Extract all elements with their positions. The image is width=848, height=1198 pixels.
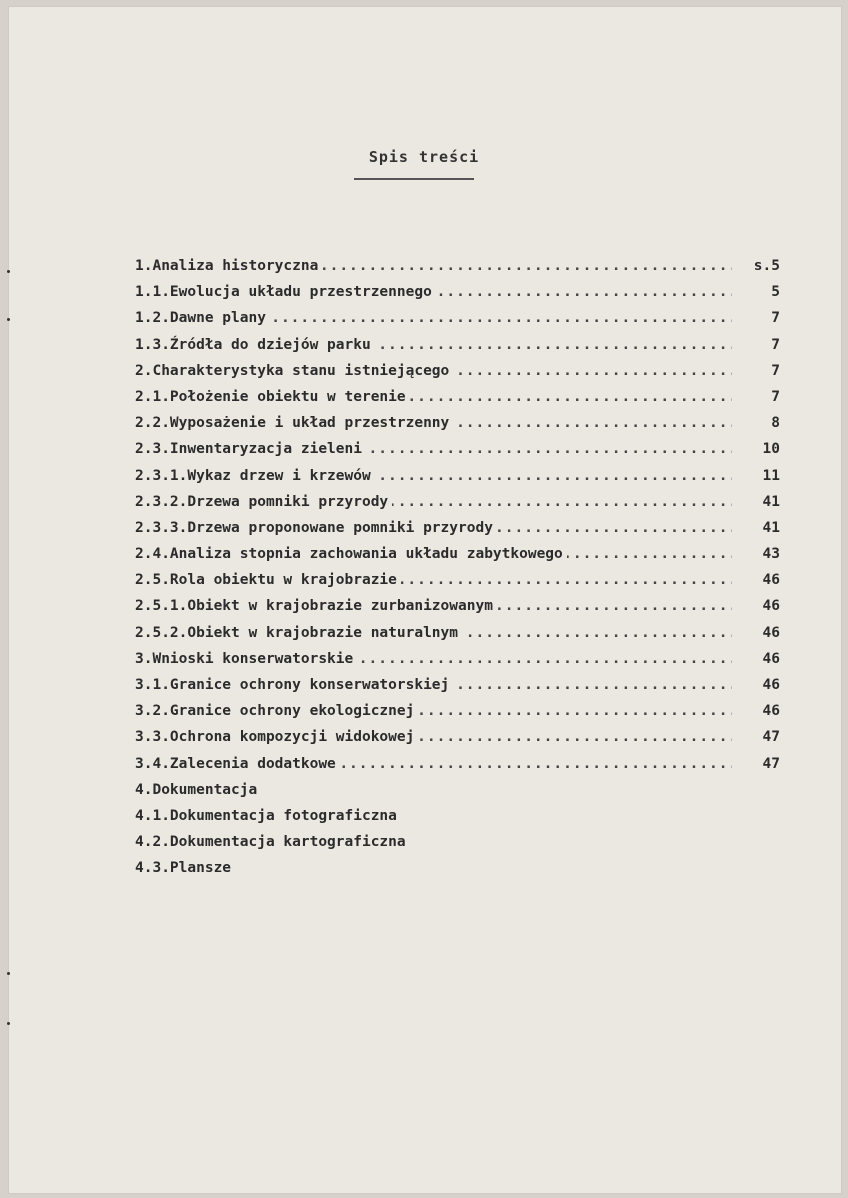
- toc-entry-page: 10: [762, 441, 780, 458]
- toc-entry-label: 3.1.Granice ochrony konserwatorskiej: [135, 672, 453, 698]
- toc-entry-page: 43: [762, 546, 780, 563]
- toc-entry: [135, 489, 780, 515]
- toc-entry-page: 5: [771, 284, 780, 301]
- toc-entry: [135, 724, 780, 750]
- toc-entry-page: s.5: [753, 258, 780, 274]
- margin-mark: [7, 1022, 10, 1025]
- toc-entry: [135, 829, 780, 855]
- toc-entry-label: 2.5.Rola obiektu w krajobrazie: [135, 567, 401, 593]
- toc-entry-page: 46: [762, 650, 780, 667]
- toc-entry-page: 41: [762, 493, 780, 510]
- toc-entry-label: 4.1.Dokumentacja fotograficzna: [135, 803, 401, 829]
- toc-entry-label: 1.2.Dawne plany: [135, 305, 270, 331]
- toc-entry-label: 2.Charakterystyka stanu istniejącego: [135, 358, 453, 384]
- toc-entry: [135, 463, 780, 489]
- toc-entry: [135, 855, 780, 881]
- margin-mark: [7, 972, 10, 975]
- toc-entry: [135, 698, 780, 724]
- toc-entry: [135, 253, 780, 279]
- toc-entry-page: 8: [771, 415, 780, 432]
- toc-entry: [135, 672, 780, 698]
- toc-entry-label: 1.1.Ewolucja układu przestrzennego: [135, 279, 436, 305]
- toc-entry: [135, 358, 780, 384]
- toc-entry-page: 7: [771, 362, 780, 379]
- toc-entry: [135, 384, 780, 410]
- toc-entry-page: 7: [771, 388, 780, 405]
- toc-entry-page: 46: [762, 598, 780, 615]
- toc-entry-label: 2.5.2.Obiekt w krajobrazie naturalnym: [135, 620, 462, 646]
- toc-entry: [135, 620, 780, 646]
- page-title: Spis treści: [368, 148, 480, 166]
- title-underline: [354, 178, 474, 180]
- toc-entry-label: 3.3.Ochrona kompozycji widokowej: [135, 724, 418, 750]
- toc-entry: [135, 332, 780, 358]
- table-of-contents: [135, 253, 780, 882]
- toc-entry: [135, 777, 780, 803]
- toc-entry-label: 4.2.Dokumentacja kartograficzna: [135, 829, 410, 855]
- toc-entry-page: 46: [762, 624, 780, 641]
- toc-entry: [135, 279, 780, 305]
- toc-entry: [135, 593, 780, 619]
- toc-entry-page: 7: [771, 310, 780, 327]
- toc-entry-label: 1.Analiza historyczna: [135, 253, 322, 279]
- margin-mark: [7, 318, 10, 321]
- toc-entry-label: 2.3.3.Drzewa proponowane pomniki przyrody: [135, 515, 497, 541]
- toc-entry-page: 46: [762, 572, 780, 589]
- toc-entry-label: 3.Wnioski konserwatorskie: [135, 646, 357, 672]
- toc-entry: [135, 515, 780, 541]
- toc-entry-page: 11: [762, 467, 780, 484]
- toc-entry: [135, 646, 780, 672]
- toc-entry: [135, 567, 780, 593]
- toc-entry-label: 3.2.Granice ochrony ekologicznej: [135, 698, 418, 724]
- toc-entry-label: 2.3.Inwentaryzacja zieleni: [135, 436, 366, 462]
- toc-entry-page: 7: [771, 336, 780, 353]
- toc-entry: [135, 410, 780, 436]
- toc-entry-page: 46: [762, 703, 780, 720]
- toc-entry-label: 2.1.Położenie obiektu w terenie: [135, 384, 410, 410]
- toc-entry: [135, 305, 780, 331]
- toc-entry: [135, 751, 780, 777]
- toc-entry-label: 1.3.Źródła do dziejów parku: [135, 332, 375, 358]
- toc-entry: [135, 541, 780, 567]
- toc-entry-page: 47: [762, 729, 780, 746]
- toc-entry-page: 46: [762, 677, 780, 693]
- toc-entry: [135, 436, 780, 462]
- toc-entry-label: 4.3.Plansze: [135, 855, 235, 881]
- toc-entry-label: 2.4.Analiza stopnia zachowania układu zabytkowego: [135, 541, 567, 567]
- toc-entry-label: 2.5.1.Obiekt w krajobrazie zurbanizowanym: [135, 593, 497, 619]
- toc-entry-label: 2.3.2.Drzewa pomniki przyrody: [135, 489, 392, 515]
- toc-entry-label: 2.2.Wyposażenie i układ przestrzenny: [135, 410, 453, 436]
- margin-mark: [7, 270, 10, 273]
- toc-entry-page: 41: [762, 519, 780, 536]
- toc-entry-label: 4.Dokumentacja: [135, 777, 261, 803]
- toc-entry-page: 47: [762, 755, 780, 772]
- toc-entry-label: 3.4.Zalecenia dodatkowe: [135, 751, 340, 777]
- toc-entry-label: 2.3.1.Wykaz drzew i krzewów: [135, 463, 375, 489]
- toc-entry: [135, 803, 780, 829]
